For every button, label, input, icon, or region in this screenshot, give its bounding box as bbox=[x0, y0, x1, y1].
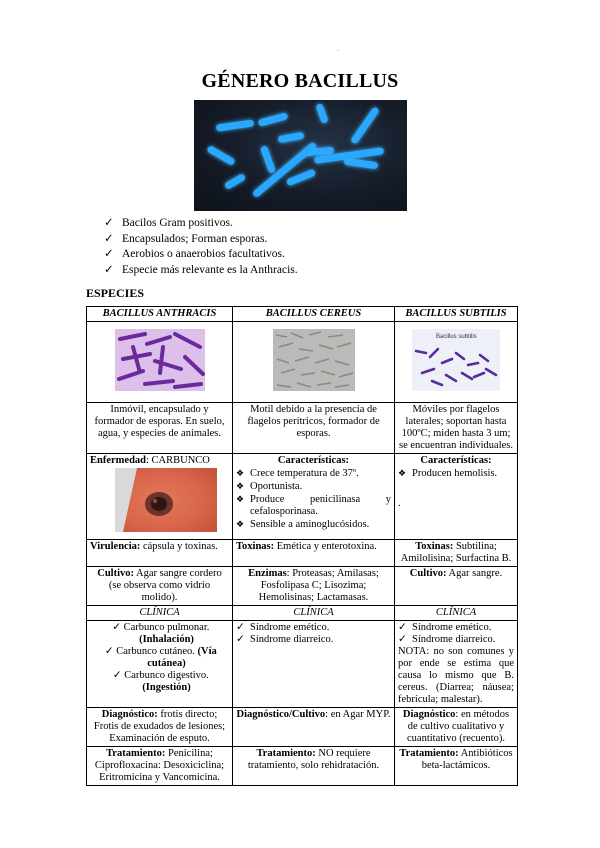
table-row-clinica-header bbox=[87, 606, 518, 621]
anthracis-diag-value: frotis directo; Frotis de exudados de lesiones; Examinación de esputo. bbox=[93, 709, 226, 744]
feature-item: ✓ Especie más relevante es la Anthracis. bbox=[104, 263, 298, 279]
subtilis-trat-label: Tratamiento: bbox=[399, 748, 459, 759]
bacillus-micrograph-image bbox=[194, 100, 407, 211]
enzimas-label: Enzimas bbox=[248, 568, 287, 579]
subtilis-stain-image bbox=[412, 329, 500, 391]
clinica-header-anthracis: CLÍNICA bbox=[87, 606, 233, 621]
cereus-trat-label: Tratamiento: bbox=[256, 748, 316, 759]
table-row-toxins bbox=[87, 540, 518, 567]
anthracis-cultivo-value: Agar sangre cordero (se observa como vidrio molido). bbox=[108, 568, 222, 603]
anthracis-cultivo-label: Cultivo: bbox=[97, 568, 134, 579]
list-item: ❖ Sensible a aminoglucósidos. bbox=[236, 518, 391, 531]
anthracis-diag-label: Diagnóstico: bbox=[101, 709, 158, 720]
list-item: ✓ Síndrome diarreico. bbox=[236, 634, 391, 646]
subtilis-toxinas-value: Subtilina; Amilolisina; Surfactina B. bbox=[400, 541, 512, 564]
subtilis-nota: NOTA: no son comunes y por ende se estima que causa lo mismo que B. cereus. (Diarrea; náusea; febrícula; malestar). bbox=[398, 646, 514, 705]
cereus-enzymes-cell bbox=[233, 567, 395, 606]
species-table bbox=[86, 306, 518, 786]
table-row-descriptions bbox=[87, 403, 518, 454]
cereus-clinica-cell bbox=[233, 621, 395, 708]
feature-item: ✓ Encapsulados; Forman esporas. bbox=[104, 232, 298, 248]
subtilis-diag-value: : en métodos de cultivo cualitativo y cuantitativo (recuento). bbox=[407, 709, 510, 744]
subtilis-clinica-list bbox=[398, 622, 514, 646]
subtilis-clinica-cell bbox=[395, 621, 518, 708]
subtilis-characteristics-list bbox=[398, 467, 514, 480]
anthracis-stain-image bbox=[115, 329, 205, 391]
cereus-treatment-cell bbox=[233, 747, 395, 786]
page-title: GÉNERO BACILLUS bbox=[201, 70, 399, 92]
subtilis-description: Móviles por flagelos laterales; soportan hasta 100ºC; miden hasta 3 um; se encuentran individuales. bbox=[395, 403, 518, 454]
list-item: ✓ Síndrome emético. bbox=[398, 622, 514, 634]
features-list bbox=[104, 216, 298, 278]
anthracis-culture-cell bbox=[87, 567, 233, 606]
feature-item: ✓ Aerobios o anaerobios facultativos. bbox=[104, 247, 298, 263]
subtilis-toxins-cell bbox=[395, 540, 518, 567]
virulencia-value: cápsula y toxinas. bbox=[140, 541, 218, 552]
col-header-subtilis: BACILLUS SUBTILIS bbox=[395, 307, 518, 322]
cell-cereus-image bbox=[233, 322, 395, 403]
carbunco-lesion-image bbox=[115, 468, 217, 532]
list-item: ✓ Síndrome diarreico. bbox=[398, 634, 514, 646]
anthracis-description: Inmóvil, encapsulado y formador de esporas. En suelo, agua, y especies de animales. bbox=[87, 403, 233, 454]
feature-item: ✓ Bacilos Gram positivos. bbox=[104, 216, 298, 232]
table-row-culture bbox=[87, 567, 518, 606]
subtilis-caract-label: Características: bbox=[420, 455, 492, 466]
subtilis-treatment-cell bbox=[395, 747, 518, 786]
enfermedad-value: : CARBUNCO bbox=[146, 455, 210, 466]
table-row-characteristics bbox=[87, 454, 518, 540]
subtilis-extra: . bbox=[398, 498, 401, 509]
subtilis-cultivo-label: Cultivo: bbox=[409, 568, 447, 579]
table-row-images bbox=[87, 322, 518, 403]
subtilis-characteristics-cell bbox=[395, 454, 518, 540]
subtilis-culture-cell bbox=[395, 567, 518, 606]
subtilis-diagnosis-cell bbox=[395, 708, 518, 747]
list-item: ❖ Produce penicilinasa y cefalosporinasa. bbox=[236, 493, 391, 518]
table-row-clinica bbox=[87, 621, 518, 708]
list-item: ✓ Síndrome emético. bbox=[236, 622, 391, 634]
cereus-clinica-list bbox=[236, 622, 391, 646]
subtilis-image-label: Bacillus subtilis bbox=[436, 334, 477, 340]
virulencia-label: Virulencia: bbox=[90, 541, 141, 552]
subtilis-cultivo-value: Agar sangre. bbox=[446, 568, 503, 579]
subtilis-diag-label: Diagnóstico bbox=[402, 709, 456, 720]
anthracis-clinica-cell bbox=[87, 621, 233, 708]
cereus-characteristics-cell bbox=[233, 454, 395, 540]
list-item: ❖ Oportunista. bbox=[236, 480, 391, 493]
anthracis-virulence-cell bbox=[87, 540, 233, 567]
list-item: ✓ Carbunco cutáneo. (Vía cutánea) bbox=[90, 646, 229, 670]
anthracis-diagnosis-cell bbox=[87, 708, 233, 747]
table-row-treatment bbox=[87, 747, 518, 786]
subtilis-toxinas-label: Toxinas: bbox=[415, 541, 454, 552]
cereus-toxinas-value: Emética y enterotoxina. bbox=[274, 541, 377, 552]
anthracis-trat-value: Penicilina; Ciprofloxacina: Desoxiciclina; Eritromicina y Vancomicina. bbox=[94, 748, 225, 783]
clinica-header-cereus: CLÍNICA bbox=[233, 606, 395, 621]
anthracis-trat-label: Tratamiento: bbox=[106, 748, 166, 759]
cereus-description: Motil debido a la presencia de flagelos perítricos, formador de esporas. bbox=[233, 403, 395, 454]
col-header-anthracis: BACILLUS ANTHRACIS bbox=[87, 307, 233, 322]
enfermedad-label: Enfermedad bbox=[90, 455, 146, 466]
section-heading: ESPECIES bbox=[86, 286, 145, 300]
cereus-toxinas-label: Toxinas: bbox=[236, 541, 275, 552]
list-item: ❖ Crece temperatura de 37º. bbox=[236, 467, 391, 480]
cereus-toxins-cell bbox=[233, 540, 395, 567]
enzimas-value: : Proteasas; Amilasas; Fosfolipasa C; Lisozima; Hemolisinas; Lactamasas. bbox=[258, 568, 379, 603]
list-item: ✓ Carbunco pulmonar. (Inhalación) bbox=[90, 622, 229, 646]
cereus-micrograph-image bbox=[273, 329, 355, 391]
list-item: ❖ Producen hemolisis. bbox=[398, 467, 514, 480]
cereus-trat-value: NO requiere tratamiento, solo rehidratación. bbox=[247, 748, 380, 771]
cereus-diag-value: : en Agar MYP. bbox=[325, 709, 391, 720]
cell-anthracis-image bbox=[87, 322, 233, 403]
cereus-caract-label: Características: bbox=[277, 455, 350, 466]
cereus-diagnosis-cell bbox=[233, 708, 395, 747]
clinica-header-subtilis: CLÍNICA bbox=[395, 606, 518, 621]
anthracis-clinica-list bbox=[90, 622, 229, 694]
cereus-diag-label: Diagnóstico/Cultivo bbox=[236, 709, 326, 720]
cereus-characteristics-list bbox=[236, 467, 391, 531]
anthracis-disease-cell bbox=[87, 454, 233, 540]
table-row-diagnosis bbox=[87, 708, 518, 747]
subtilis-trat-value: Antibióticos beta-lactámicos. bbox=[421, 748, 513, 771]
page-marker: . bbox=[337, 44, 339, 53]
list-item: ✓ Carbunco digestivo. (Ingestión) bbox=[90, 670, 229, 694]
cell-subtilis-image bbox=[395, 322, 518, 403]
table-header-row bbox=[87, 307, 518, 322]
anthracis-treatment-cell bbox=[87, 747, 233, 786]
col-header-cereus: BACILLUS CEREUS bbox=[233, 307, 395, 322]
